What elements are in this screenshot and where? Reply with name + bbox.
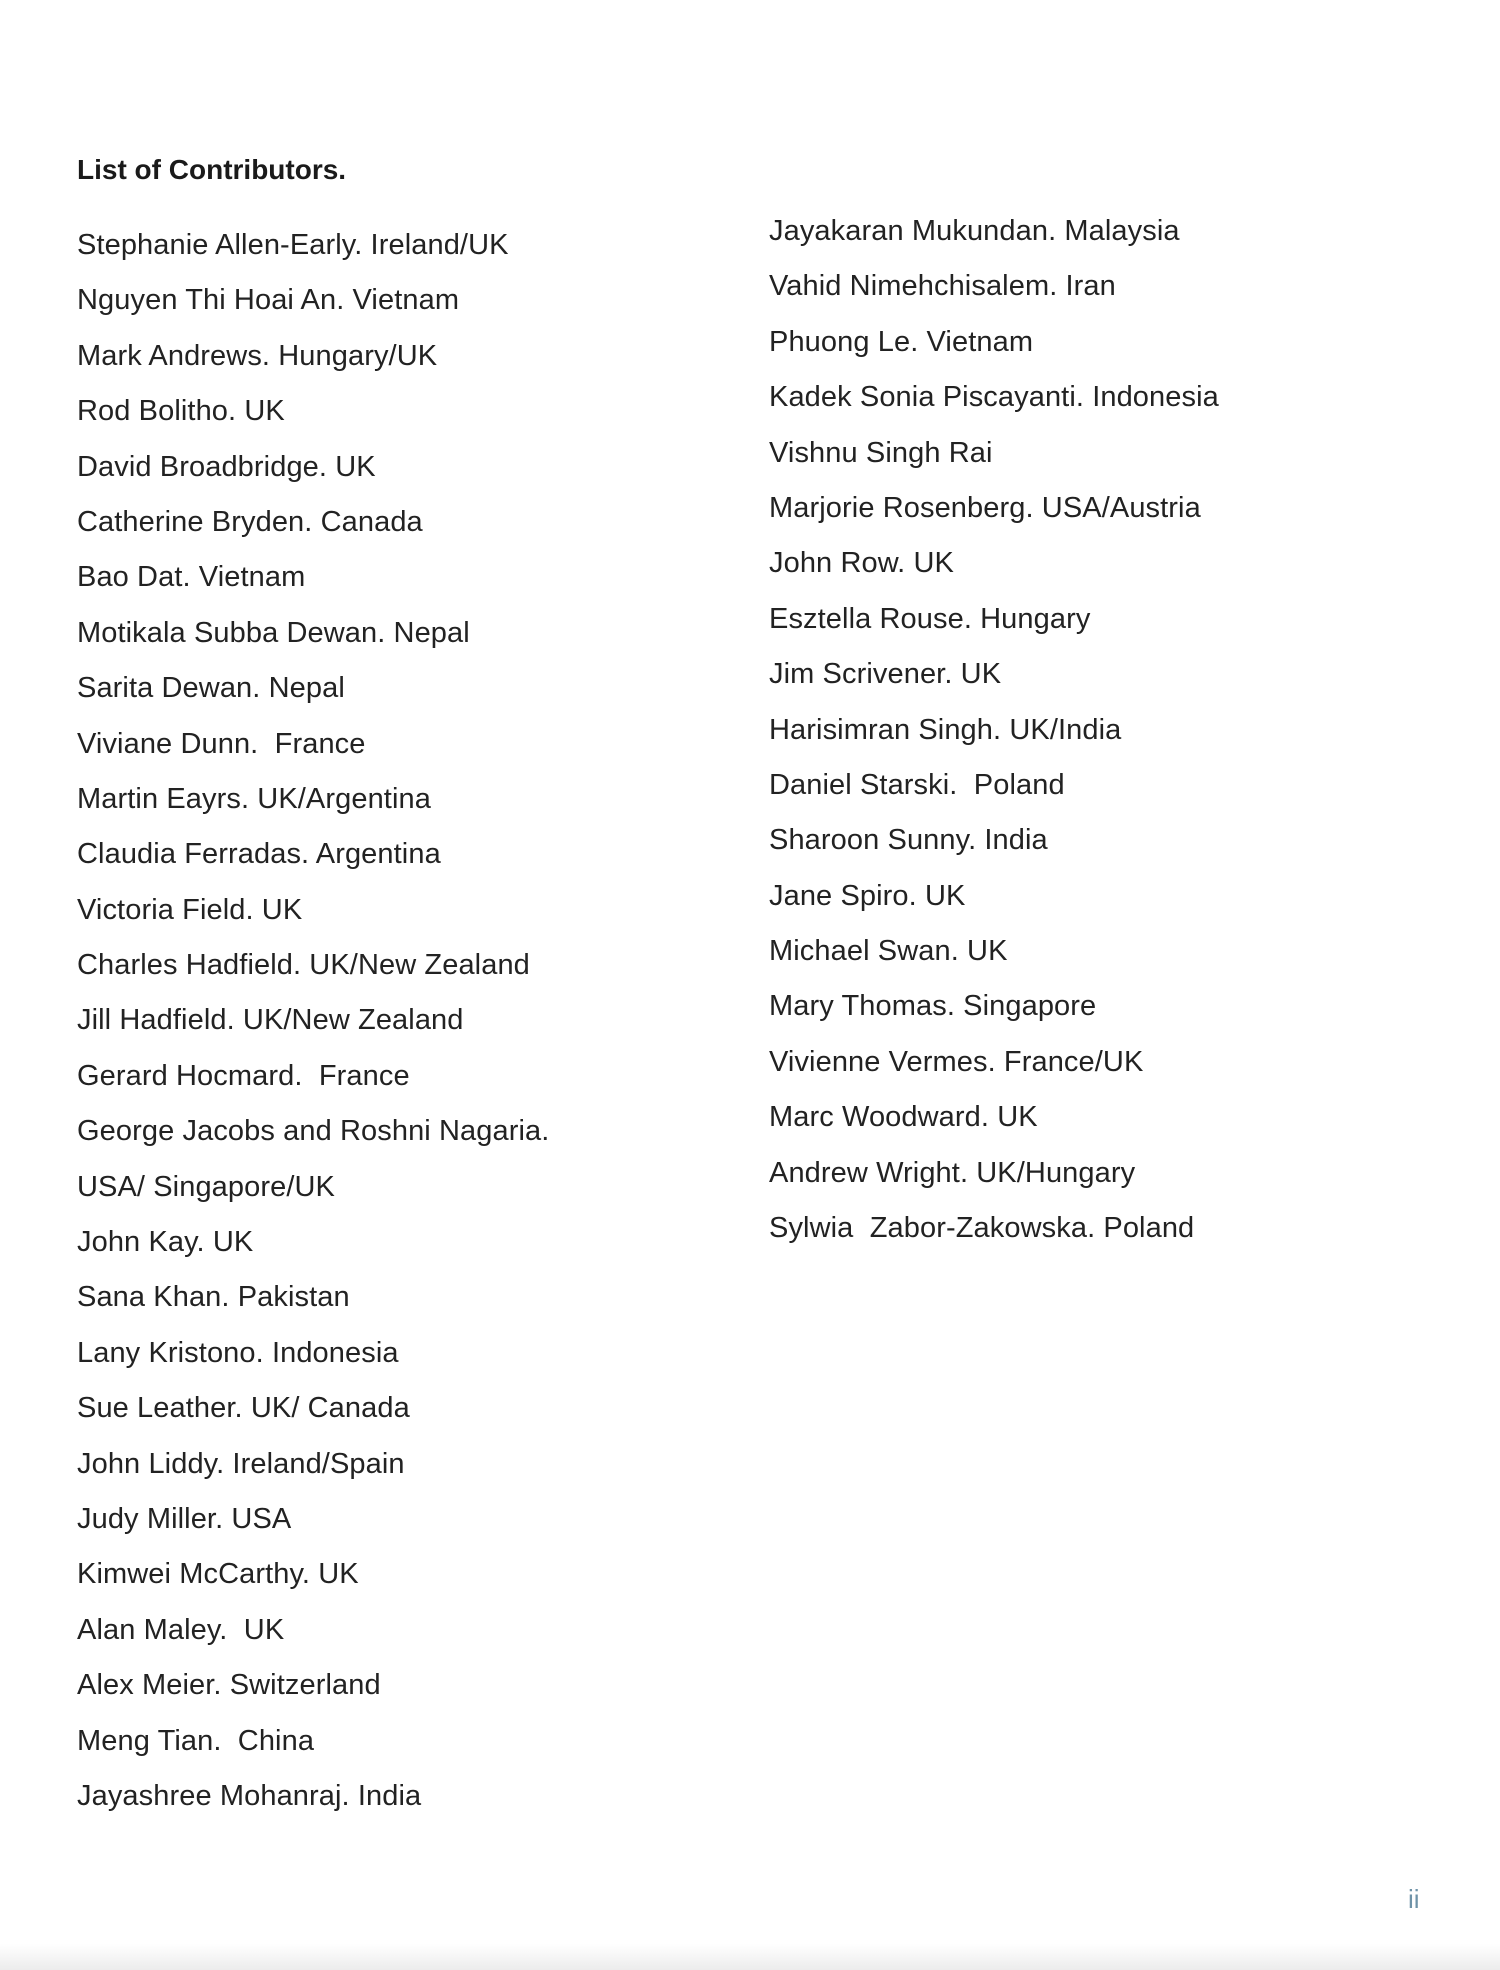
- list-item: Stephanie Allen-Early. Ireland/UK: [77, 229, 509, 261]
- list-item: Motikala Subba Dewan. Nepal: [77, 616, 470, 649]
- list-item: Charles Hadfield. UK/New Zealand: [77, 949, 530, 982]
- list-item: Kimwei McCarthy. UK: [77, 1558, 359, 1591]
- list-item: Mary Thomas. Singapore: [769, 990, 1097, 1023]
- list-item: Daniel Starski. Poland: [769, 768, 1065, 801]
- page-number: ii: [1408, 1884, 1420, 1914]
- page-title: List of Contributors.: [77, 154, 347, 185]
- list-item: Jayashree Mohanraj. India: [77, 1779, 422, 1812]
- list-item: Marc Woodward. UK: [769, 1101, 1038, 1134]
- list-item: Vishnu Singh Rai: [769, 436, 993, 469]
- contributors-list-left: [77, 218, 549, 1824]
- list-item: Kadek Sonia Piscayanti. Indonesia: [769, 381, 1219, 414]
- list-item: Mark Andrews. Hungary/UK: [77, 339, 438, 372]
- list-item: Viviane Dunn. France: [77, 727, 366, 760]
- page-edge-shadow: [0, 1944, 1500, 1970]
- list-item: Martin Eayrs. UK/Argentina: [77, 782, 431, 815]
- list-item: Gerard Hocmard. France: [77, 1059, 410, 1092]
- contributors-list-right: [769, 204, 1219, 1256]
- list-item: Catherine Bryden. Canada: [77, 505, 423, 538]
- list-item: Victoria Field. UK: [77, 893, 303, 926]
- list-item: Jill Hadfield. UK/New Zealand: [77, 1004, 464, 1037]
- list-item: David Broadbridge. UK: [77, 450, 376, 483]
- list-item: Lany Kristono. Indonesia: [77, 1336, 399, 1369]
- list-item: Harisimran Singh. UK/India: [769, 713, 1122, 746]
- list-item: Alex Meier. Switzerland: [77, 1669, 381, 1702]
- list-item: Sana Khan. Pakistan: [77, 1281, 350, 1314]
- list-item: Vivienne Vermes. France/UK: [769, 1045, 1144, 1078]
- list-item: Phuong Le. Vietnam: [769, 325, 1034, 358]
- list-item: Andrew Wright. UK/Hungary: [769, 1156, 1136, 1189]
- list-item: Alan Maley. UK: [77, 1613, 285, 1646]
- list-item: Bao Dat. Vietnam: [77, 561, 306, 594]
- list-item: Jim Scrivener. UK: [769, 658, 1002, 691]
- list-item: Rod Bolitho. UK: [77, 395, 285, 428]
- list-item: USA/ Singapore/UK: [77, 1170, 335, 1203]
- list-item: Judy Miller. USA: [77, 1502, 292, 1535]
- list-item: John Liddy. Ireland/Spain: [77, 1447, 405, 1480]
- list-item: Sharoon Sunny. India: [769, 824, 1048, 857]
- list-item: Jane Spiro. UK: [769, 879, 966, 912]
- list-item: Nguyen Thi Hoai An. Vietnam: [77, 284, 460, 317]
- list-item: George Jacobs and Roshni Nagaria.: [77, 1115, 550, 1148]
- list-item: John Row. UK: [769, 547, 954, 580]
- list-item: Michael Swan. UK: [769, 935, 1008, 968]
- list-item: Vahid Nimehchisalem. Iran: [769, 270, 1116, 303]
- list-item: Sylwia Zabor-Zakowska. Poland: [769, 1212, 1195, 1245]
- list-item: Marjorie Rosenberg. USA/Austria: [769, 491, 1201, 524]
- list-item: Meng Tian. China: [77, 1724, 315, 1757]
- list-item: Sue Leather. UK/ Canada: [77, 1392, 410, 1425]
- list-item: Esztella Rouse. Hungary: [769, 602, 1091, 635]
- list-item: Jayakaran Mukundan. Malaysia: [769, 215, 1180, 247]
- list-item: John Kay. UK: [77, 1226, 254, 1259]
- list-item: Claudia Ferradas. Argentina: [77, 838, 441, 871]
- list-item: Sarita Dewan. Nepal: [77, 672, 345, 705]
